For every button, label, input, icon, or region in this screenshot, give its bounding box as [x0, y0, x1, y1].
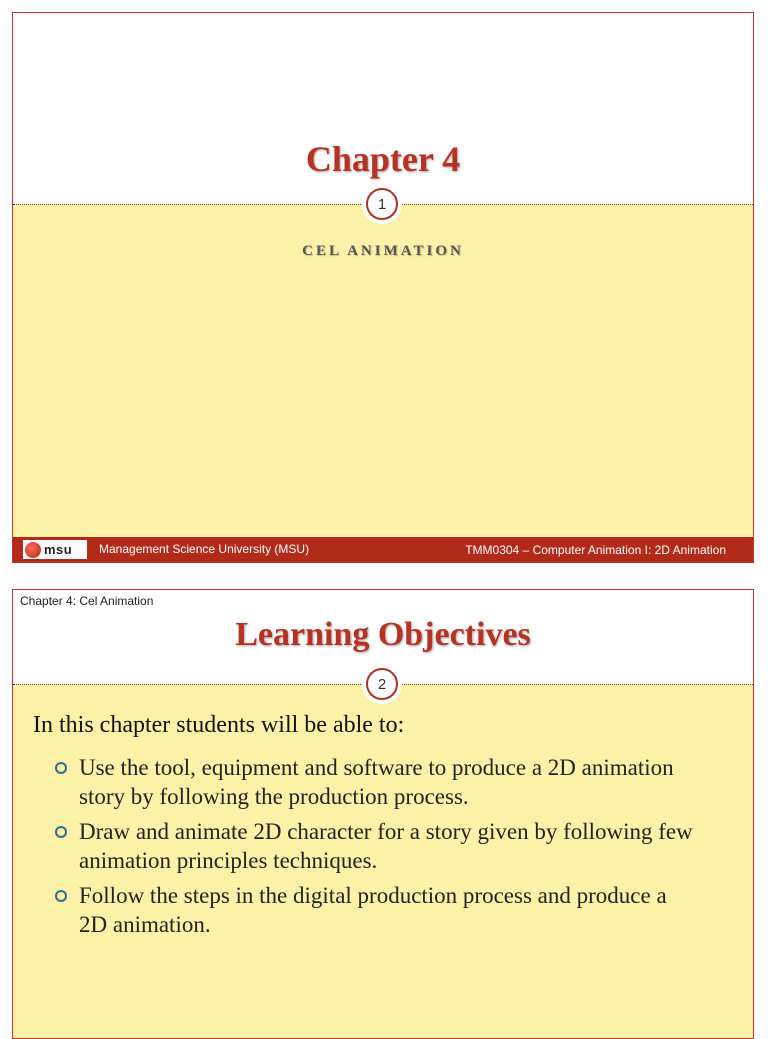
slide-title: Chapter 4	[305, 139, 461, 179]
circle-bullet-icon	[55, 826, 67, 838]
list-item	[55, 817, 695, 875]
chapter-header: Chapter 4: Cel Animation	[20, 594, 154, 608]
msu-logo-icon	[25, 542, 41, 558]
slide-1	[12, 12, 754, 563]
slide-2	[12, 589, 754, 1039]
intro-text: In this chapter students will be able to:	[33, 712, 405, 738]
slide-title: Learning Objectives	[235, 616, 531, 653]
list-item-text: Follow the steps in the digital production process and produce a 2D animation.	[79, 883, 667, 937]
slide-number-badge: 2	[366, 668, 398, 700]
circle-bullet-icon	[55, 890, 67, 902]
list-item-text: Draw and animate 2D character for a story given by following few animation principles techniques.	[79, 819, 693, 873]
list-item	[55, 881, 695, 939]
footer-university: Management Science University (MSU)	[99, 542, 310, 556]
objectives-list	[55, 753, 695, 945]
msu-logo	[23, 540, 87, 559]
footer-bar	[13, 537, 753, 562]
list-item-text: Use the tool, equipment and software to produce a 2D animation story by following the production process.	[79, 755, 674, 809]
slide-number-badge: 1	[366, 188, 398, 220]
list-item	[55, 753, 695, 811]
circle-bullet-icon	[55, 762, 67, 774]
logo-text: msu	[44, 542, 73, 557]
footer-course: TMM0304 – Computer Animation I: 2D Animation	[465, 543, 726, 557]
slide-subtitle: CEL ANIMATION	[302, 243, 464, 259]
